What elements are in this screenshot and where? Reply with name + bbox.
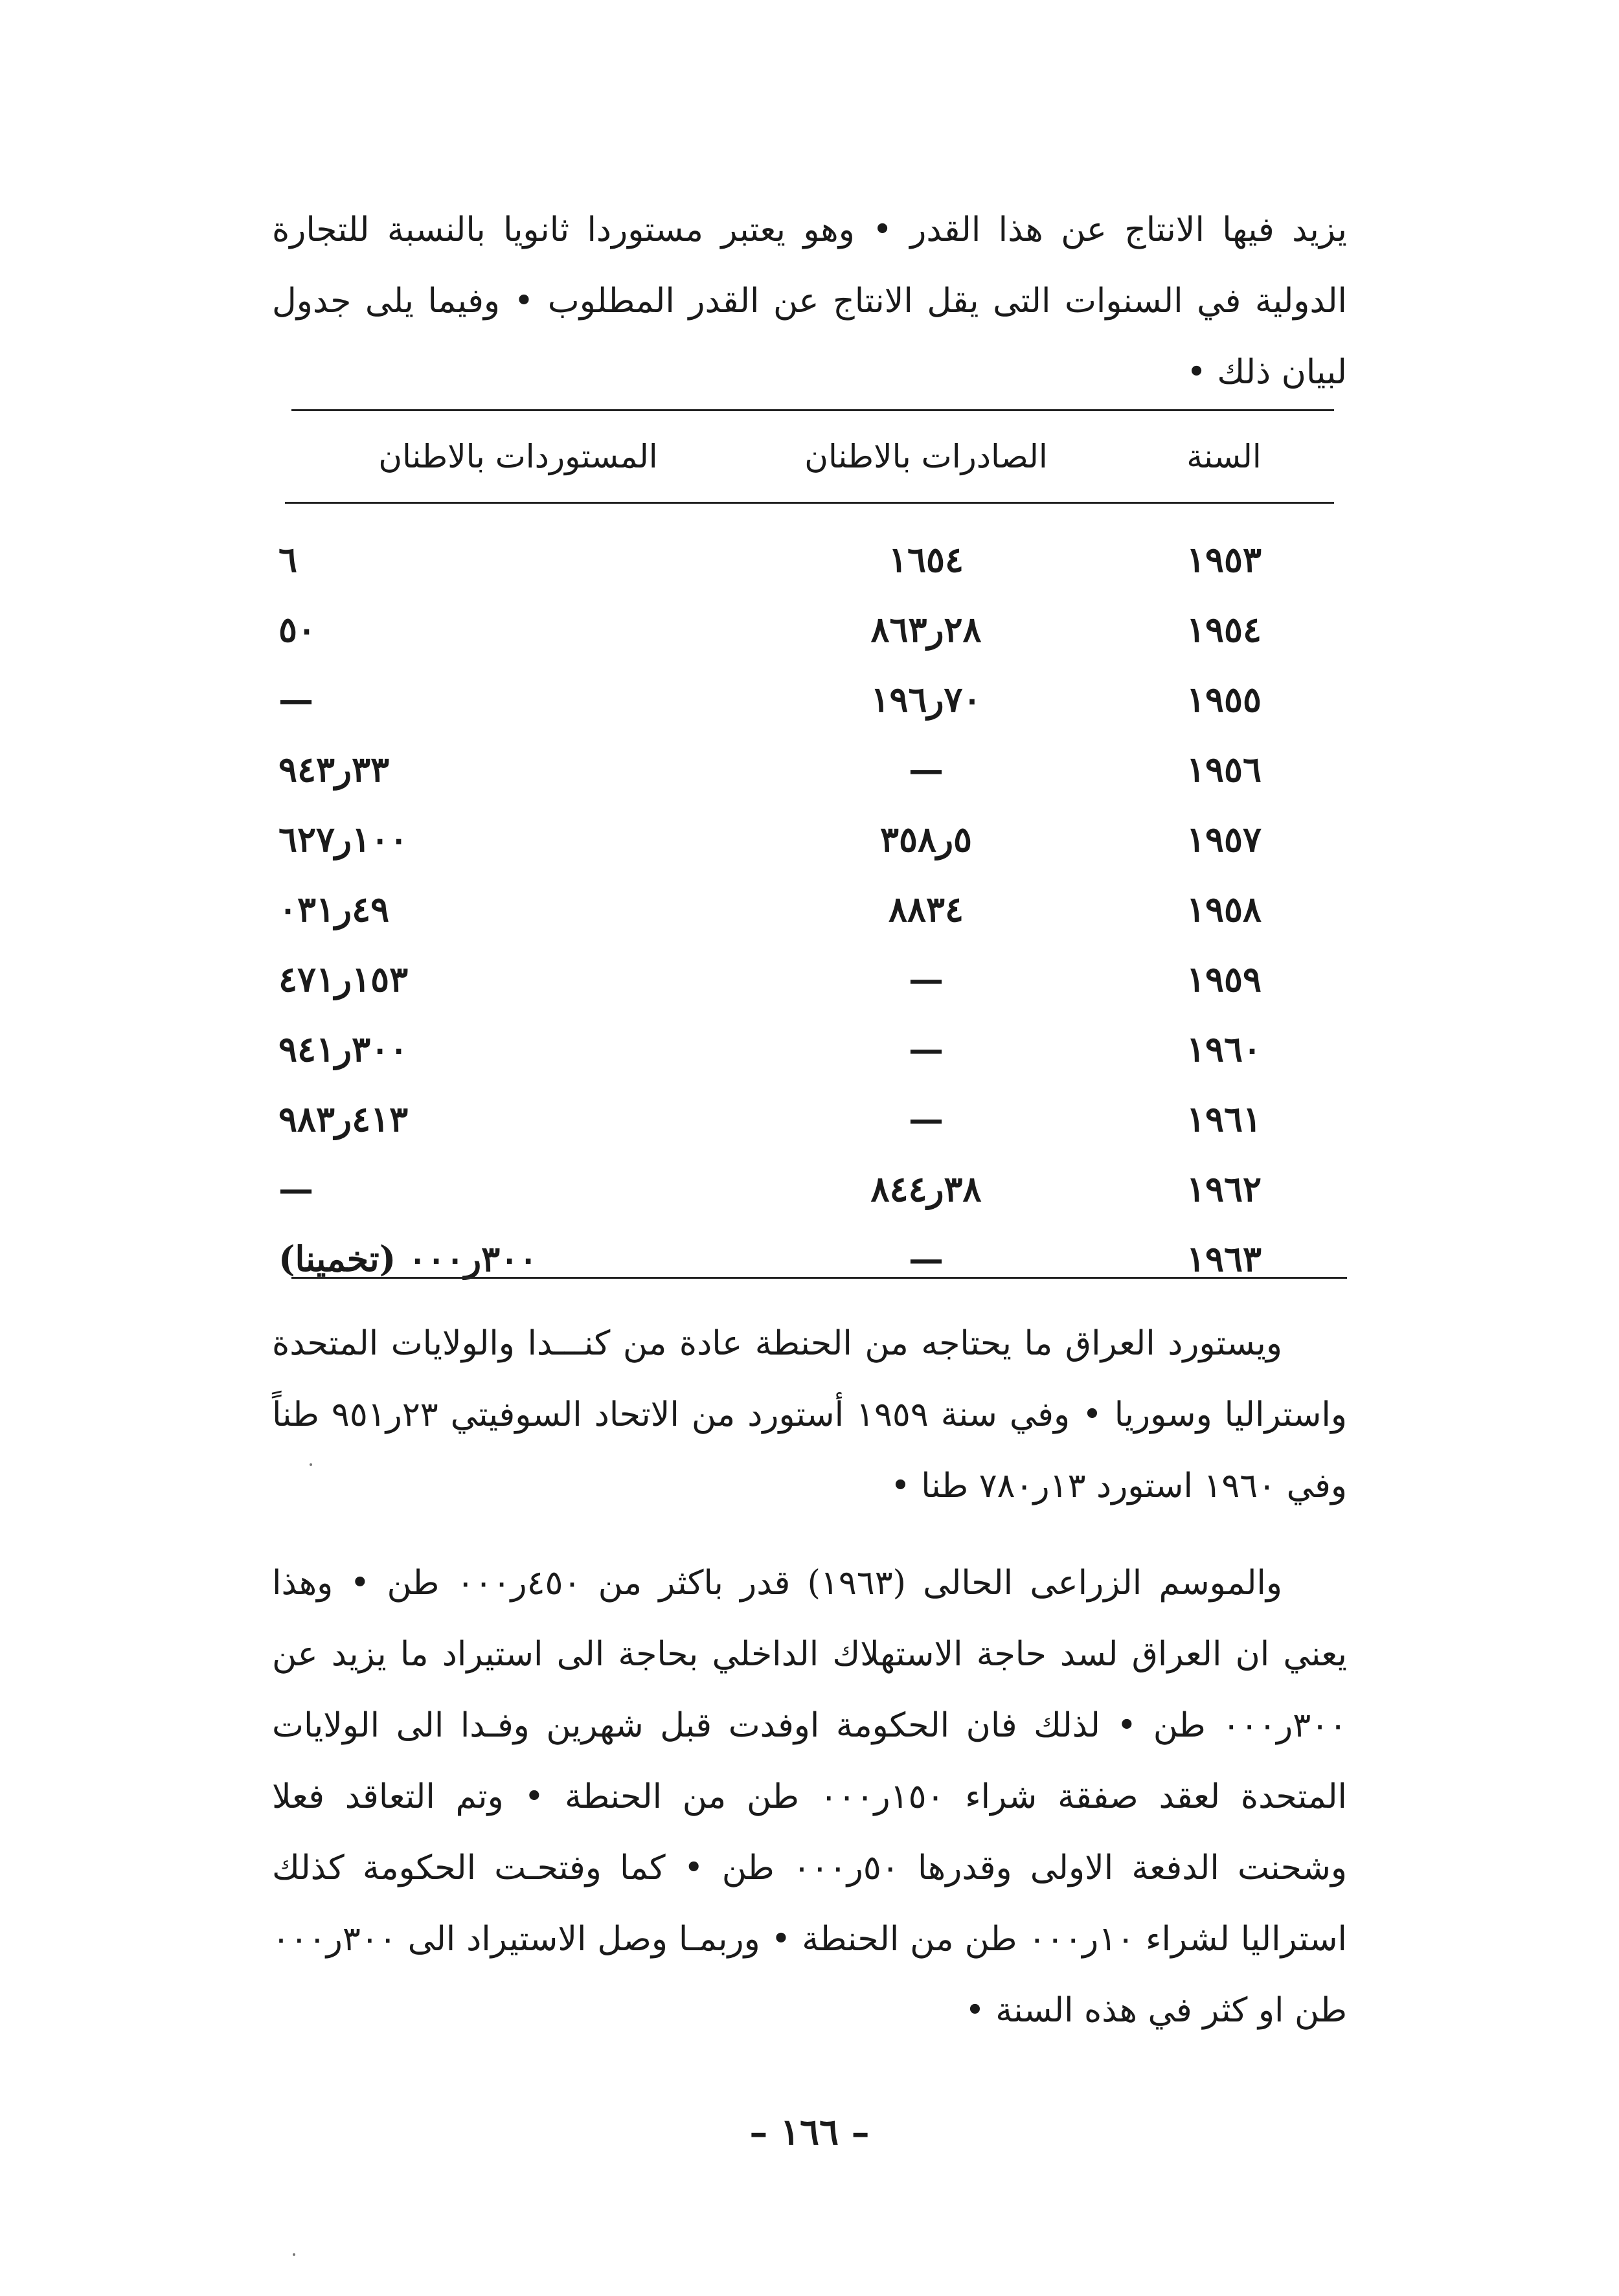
cell-exports: ١٦٥٤ [888, 539, 964, 580]
header-exports: الصادرات بالاطنان [804, 438, 1048, 475]
table-row [278, 1014, 1353, 1084]
table-bottom-rule [291, 1277, 1347, 1279]
cell-exports: ٧٠ر١٩٦ [870, 679, 982, 720]
cell-imports: ٣٠٠ر٠٠٠ (تخمينا) [278, 1238, 538, 1279]
table-row [278, 1084, 1353, 1154]
cell-exports: — [909, 1238, 944, 1279]
table-header [278, 421, 1353, 492]
table-row [278, 1224, 1353, 1294]
cell-imports: ٤٩ر٠٣١ [278, 888, 390, 930]
header-year: السنة [1186, 438, 1262, 475]
cell-year: ١٩٦٢ [1186, 1168, 1262, 1210]
table-row [278, 524, 1353, 594]
cell-year: ١٩٥٦ [1186, 748, 1262, 790]
page-number: – ١٦٦ – [749, 2111, 870, 2154]
wheat-trade-table [278, 421, 1353, 1294]
cell-exports: — [909, 1098, 944, 1140]
cell-imports: ١٥٣ر٤٧١ [278, 958, 409, 1000]
cell-exports: ٣٨ر٨٤٤ [870, 1168, 982, 1210]
cell-imports: ٦ [278, 539, 298, 580]
table-top-rule [291, 409, 1334, 411]
cell-imports: ١٠٠ر٦٢٧ [278, 818, 409, 860]
cell-exports: — [909, 748, 944, 790]
import-sources-paragraph: ويستورد العراق ما يحتاجه من الحنطة عادة من كنـــدا والولايات المتحدة واستراليا وسوريا • وفي سنة ١٩٥٩ أستورد من الاتحاد السوفيتي ٢٣ر٩٥١ طناً وفي ١٩٦٠ استورد ١٣ر٧٨٠ طنا • [272, 1324, 1347, 1505]
scan-speck [293, 2253, 295, 2256]
cell-year: ١٩٦٣ [1186, 1238, 1262, 1279]
cell-exports: — [909, 958, 944, 1000]
table-row [278, 804, 1353, 874]
cell-year: ١٩٦١ [1186, 1098, 1262, 1140]
cell-year: ١٩٥٤ [1186, 609, 1262, 650]
table-row [278, 1154, 1353, 1224]
cell-year: ١٩٥٧ [1186, 818, 1262, 860]
cell-imports: ٣٠٠ر٩٤١ [278, 1028, 409, 1070]
cell-exports: ٨٨٣٤ [888, 888, 964, 930]
table-row [278, 944, 1353, 1014]
cell-exports: ٥ر٣٥٨ [879, 818, 973, 860]
table-row [278, 874, 1353, 944]
table-row [278, 734, 1353, 804]
cell-imports: — [278, 1168, 313, 1210]
cell-imports: — [278, 679, 313, 720]
cell-year: ١٩٦٠ [1186, 1028, 1262, 1070]
cell-imports: ٤١٣ر٩٨٣ [278, 1098, 409, 1140]
cell-year: ١٩٥٣ [1186, 539, 1262, 580]
table-row [278, 594, 1353, 664]
table-body [278, 524, 1353, 1294]
cell-imports: ٥٠ [278, 609, 317, 650]
cell-year: ١٩٥٩ [1186, 958, 1262, 1000]
intro-paragraph: يزيد فيها الانتاج عن هذا القدر • وهو يعتبر مستوردا ثانويا بالنسبة للتجارة الدولية في السنوات التى يقل الانتاج عن القدر المطلوب • وفيما يلى جدول لبيان ذلك • [272, 210, 1347, 392]
table-row [278, 664, 1353, 734]
cell-exports: — [909, 1028, 944, 1070]
cell-year: ١٩٥٨ [1186, 888, 1262, 930]
cell-year: ١٩٥٥ [1186, 679, 1262, 720]
header-imports: المستوردات بالاطنان [378, 438, 658, 475]
scan-speck [310, 1463, 312, 1466]
cell-imports: ٣٣ر٩٤٣ [278, 748, 390, 790]
current-season-paragraph: والموسم الزراعى الحالى (١٩٦٣) قدر باكثر من ٤٥٠ر٠٠٠ طن • وهذا يعني ان العراق لسد حاجة الاستهلاك الداخلي بحاجة الى استيراد ما يزيد عن ٣٠٠ر٠٠٠ طن • لذلك فان الحكومة اوفدت قبل شهرين وفـدا الى الولايات المتحدة لعقد صفقة شراء ١٥٠ر٠٠٠ طن من الحنطة • وتم التعاقد فعلا وشحنت الدفعة الاولى وقدرها ٥٠ر٠٠٠ طن • كما وفتحـت الحكومة كذلك استراليا لشراء ١٠ر٠٠٠ طن من الحنطة • وربمـا وصل الاستيراد الى ٣٠٠ر٠٠٠ طن او كثر في هذه السنة • [272, 1564, 1348, 2030]
cell-exports: ٢٨ر٨٦٣ [870, 609, 982, 650]
